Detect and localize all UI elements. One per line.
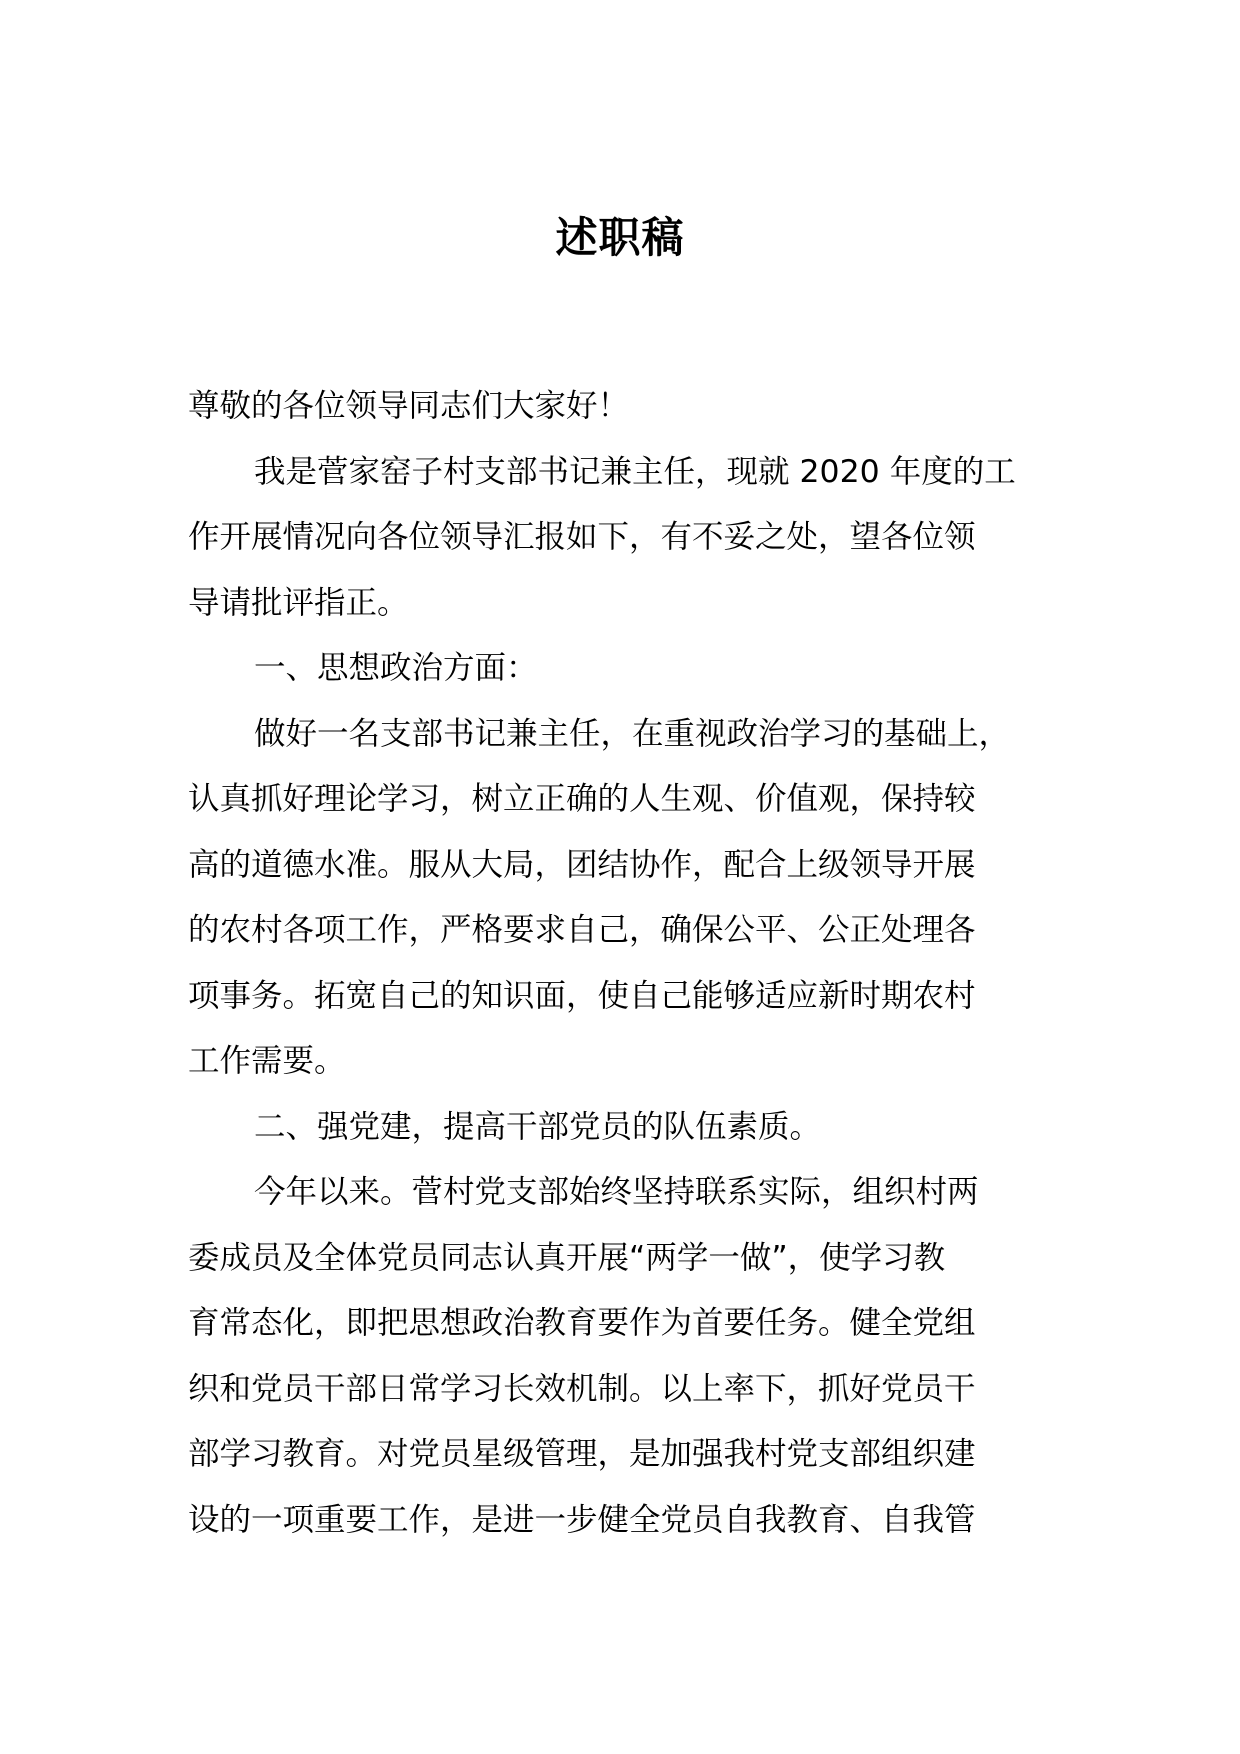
body-line: 高的道德水准。服从大局，团结协作，配合上级领导开展 (188, 846, 976, 883)
document-title: 述职稿 (555, 213, 685, 262)
section-heading: 二、强党建，提高干部党员的队伍素质。 (254, 1108, 822, 1145)
body-line: 尊敬的各位领导同志们大家好！ (188, 388, 630, 424)
body-line: 认真抓好理论学习，树立正确的人生观、价值观，保持较 (188, 781, 976, 817)
document-body (188, 374, 1088, 1553)
body-line: 今年以来。菅村党支部始终坚持联系实际，组织村两 (254, 1174, 979, 1210)
body-line: 我是菅家窑子村支部书记兼主任，现就 2020 年度的工 (254, 453, 1016, 490)
body-line: 工作需要。 (188, 1043, 346, 1079)
body-line: 导请批评指正。 (188, 584, 409, 621)
body-line: 的农村各项工作，严格要求自己，确保公平、公正处理各 (188, 912, 976, 948)
body-line: 作开展情况向各位领导汇报如下，有不妥之处，望各位领 (188, 519, 976, 555)
body-line: 委成员及全体党员同志认真开展“两学一做”，使学习教 (188, 1239, 946, 1276)
body-line: 项事务。拓宽自己的知识面，使自己能够适应新时期农村 (188, 977, 976, 1014)
body-line: 育常态化，即把思想政治教育要作为首要任务。健全党组 (188, 1305, 976, 1341)
body-line: 设的一项重要工作，是进一步健全党员自我教育、自我管 (188, 1501, 976, 1538)
body-line: 织和党员干部日常学习长效机制。以上率下，抓好党员干 (188, 1370, 976, 1407)
section-heading: 一、思想政治方面： (254, 650, 538, 686)
body-line: 做好一名支部书记兼主任，在重视政治学习的基础上， (254, 715, 1011, 752)
body-line: 部学习教育。对党员星级管理，是加强我村党支部组织建 (188, 1436, 976, 1472)
